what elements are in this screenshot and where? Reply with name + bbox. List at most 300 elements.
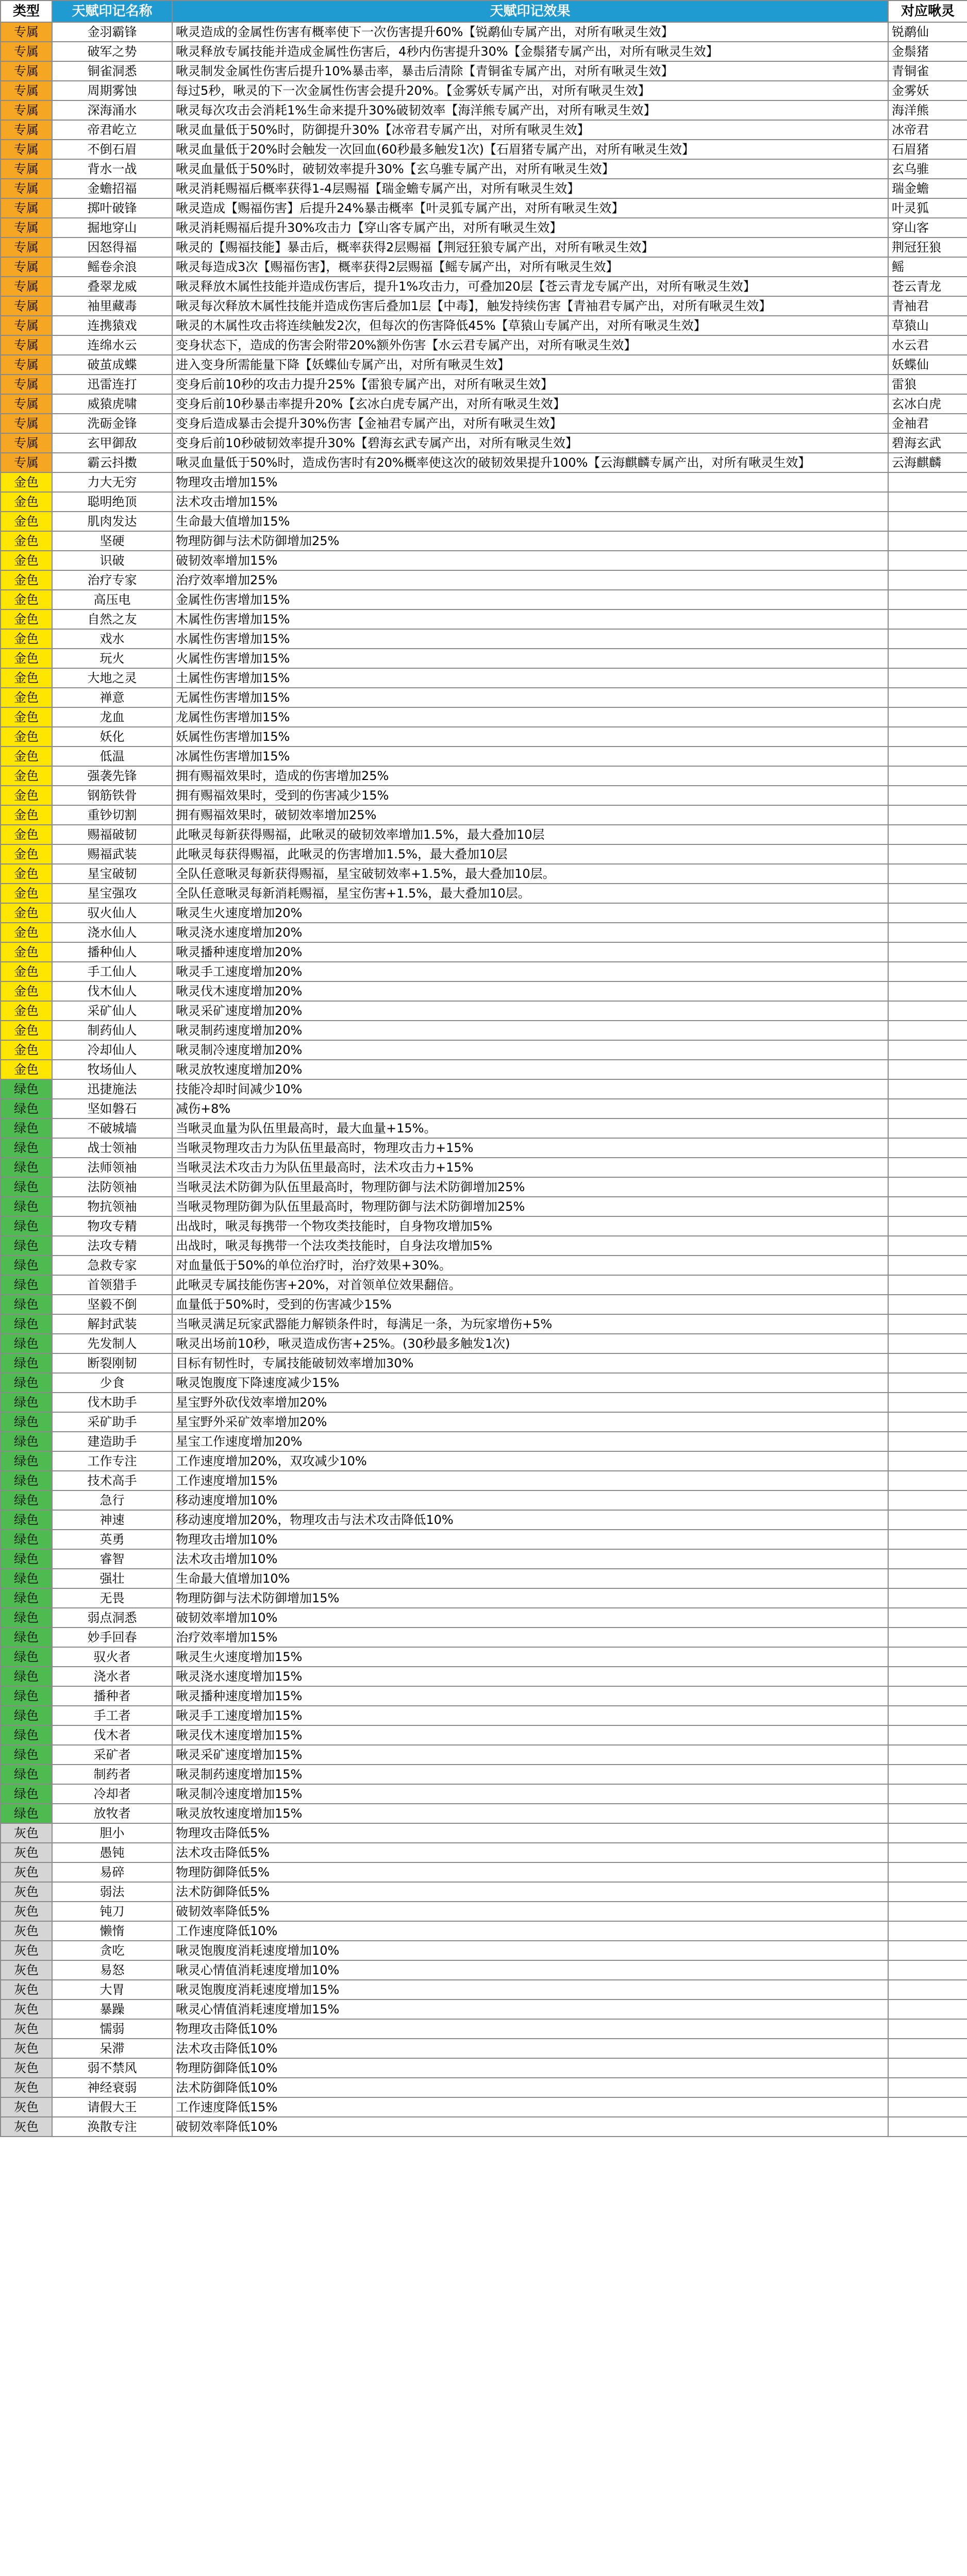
effect-cell[interactable]: 水属性伤害增加15% [172, 629, 888, 649]
type-cell[interactable]: 灰色 [1, 2097, 52, 2117]
table-row[interactable] [1, 1530, 967, 1549]
name-cell[interactable]: 手工仙人 [52, 962, 172, 981]
table-row[interactable] [1, 570, 967, 590]
table-row[interactable] [1, 120, 967, 140]
table-row[interactable] [1, 766, 967, 786]
name-cell[interactable]: 急救专家 [52, 1256, 172, 1275]
spirit-cell[interactable]: 荆冠狂狼 [888, 238, 967, 257]
spirit-cell[interactable]: 锐鹬仙 [888, 22, 967, 42]
effect-cell[interactable]: 物理防御与法术防御增加15% [172, 1588, 888, 1608]
name-cell[interactable]: 袖里藏毒 [52, 296, 172, 316]
type-cell[interactable]: 绿色 [1, 1236, 52, 1256]
spirit-cell[interactable] [888, 1588, 967, 1608]
type-cell[interactable]: 专属 [1, 22, 52, 42]
type-cell[interactable]: 绿色 [1, 1451, 52, 1471]
table-row[interactable] [1, 1745, 967, 1765]
spirit-cell[interactable] [888, 1745, 967, 1765]
effect-cell[interactable]: 每过5秒，啾灵的下一次金属性伤害会提升20%。【金雾妖专属产出，对所有啾灵生效】 [172, 81, 888, 100]
spirit-cell[interactable] [888, 2117, 967, 2137]
type-cell[interactable]: 专属 [1, 375, 52, 394]
type-cell[interactable]: 金色 [1, 707, 52, 727]
type-cell[interactable]: 绿色 [1, 1706, 52, 1725]
table-row[interactable] [1, 218, 967, 238]
type-cell[interactable]: 绿色 [1, 1138, 52, 1158]
name-cell[interactable]: 驭火者 [52, 1647, 172, 1667]
effect-cell[interactable]: 物理攻击增加10% [172, 1530, 888, 1549]
effect-cell[interactable]: 变身后造成暴击会提升30%伤害【金袖君专属产出，对所有啾灵生效】 [172, 414, 888, 433]
spirit-cell[interactable] [888, 570, 967, 590]
spirit-cell[interactable] [888, 923, 967, 942]
effect-cell[interactable]: 星宝野外采矿效率增加20% [172, 1412, 888, 1432]
spirit-cell[interactable] [888, 1921, 967, 1941]
table-row[interactable] [1, 551, 967, 570]
name-cell[interactable]: 建造助手 [52, 1432, 172, 1451]
effect-cell[interactable]: 变身状态下，造成的伤害会附带20%额外伤害【水云君专属产出，对所有啾灵生效】 [172, 335, 888, 355]
name-cell[interactable]: 伐木者 [52, 1725, 172, 1745]
name-cell[interactable]: 急行 [52, 1490, 172, 1510]
effect-cell[interactable]: 啾灵放牧速度增加20% [172, 1060, 888, 1079]
name-cell[interactable]: 赐福武装 [52, 844, 172, 864]
table-row[interactable] [1, 1647, 967, 1667]
name-cell[interactable]: 断裂刚韧 [52, 1353, 172, 1373]
spirit-cell[interactable] [888, 1236, 967, 1256]
type-cell[interactable]: 金色 [1, 688, 52, 707]
name-cell[interactable]: 弱法 [52, 1882, 172, 1902]
type-cell[interactable]: 绿色 [1, 1099, 52, 1118]
name-cell[interactable]: 播种仙人 [52, 942, 172, 962]
table-row[interactable] [1, 1432, 967, 1451]
table-row[interactable] [1, 1490, 967, 1510]
table-row[interactable] [1, 688, 967, 707]
effect-cell[interactable]: 啾灵伐木速度增加20% [172, 981, 888, 1001]
effect-cell[interactable]: 目标有韧性时，专属技能破韧效率增加30% [172, 1353, 888, 1373]
effect-cell[interactable]: 冰属性伤害增加15% [172, 747, 888, 766]
type-cell[interactable]: 灰色 [1, 1999, 52, 2019]
table-row[interactable] [1, 1980, 967, 1999]
type-cell[interactable]: 绿色 [1, 1804, 52, 1823]
spirit-cell[interactable] [888, 609, 967, 629]
name-cell[interactable]: 放牧者 [52, 1804, 172, 1823]
table-row[interactable] [1, 100, 967, 120]
type-cell[interactable]: 绿色 [1, 1608, 52, 1628]
spirit-cell[interactable] [888, 1432, 967, 1451]
type-cell[interactable]: 灰色 [1, 1843, 52, 1862]
effect-cell[interactable]: 啾灵释放专属技能并造成金属性伤害后，4秒内伤害提升30%【金鬃猪专属产出，对所有啾灵生效】 [172, 42, 888, 61]
type-cell[interactable]: 专属 [1, 433, 52, 453]
name-cell[interactable]: 不破城墙 [52, 1118, 172, 1138]
table-row[interactable] [1, 1823, 967, 1843]
effect-cell[interactable]: 法术攻击降低5% [172, 1843, 888, 1862]
type-cell[interactable]: 专属 [1, 355, 52, 375]
type-cell[interactable]: 金色 [1, 1001, 52, 1021]
type-cell[interactable]: 金色 [1, 1021, 52, 1040]
type-cell[interactable]: 专属 [1, 198, 52, 218]
type-cell[interactable]: 绿色 [1, 1256, 52, 1275]
effect-cell[interactable]: 法术攻击增加10% [172, 1549, 888, 1569]
name-cell[interactable]: 暴躁 [52, 1999, 172, 2019]
spirit-cell[interactable] [888, 668, 967, 688]
spirit-cell[interactable] [888, 1275, 967, 1295]
name-cell[interactable]: 神速 [52, 1510, 172, 1530]
type-cell[interactable]: 金色 [1, 981, 52, 1001]
name-cell[interactable]: 玄甲御敌 [52, 433, 172, 453]
spirit-cell[interactable] [888, 805, 967, 825]
name-cell[interactable]: 妖化 [52, 727, 172, 747]
type-cell[interactable]: 绿色 [1, 1197, 52, 1216]
name-cell[interactable]: 弱点洞悉 [52, 1608, 172, 1628]
type-cell[interactable]: 绿色 [1, 1530, 52, 1549]
table-row[interactable] [1, 414, 967, 433]
spirit-cell[interactable] [888, 844, 967, 864]
spirit-cell[interactable] [888, 1608, 967, 1628]
type-cell[interactable]: 绿色 [1, 1686, 52, 1706]
type-cell[interactable]: 专属 [1, 218, 52, 238]
spirit-cell[interactable] [888, 1040, 967, 1060]
type-cell[interactable]: 绿色 [1, 1275, 52, 1295]
name-cell[interactable]: 请假大王 [52, 2097, 172, 2117]
table-row[interactable] [1, 942, 967, 962]
table-row[interactable] [1, 1256, 967, 1275]
type-cell[interactable]: 金色 [1, 747, 52, 766]
effect-cell[interactable]: 啾灵心情值消耗速度增加15% [172, 1999, 888, 2019]
name-cell[interactable]: 治疗专家 [52, 570, 172, 590]
table-row[interactable] [1, 1588, 967, 1608]
name-cell[interactable]: 呆滞 [52, 2039, 172, 2058]
type-cell[interactable]: 灰色 [1, 2117, 52, 2137]
spirit-cell[interactable] [888, 1628, 967, 1647]
type-cell[interactable]: 金色 [1, 492, 52, 512]
table-row[interactable] [1, 1079, 967, 1099]
effect-cell[interactable]: 啾灵消耗赐福后概率获得1-4层赐福【瑞金蟾专属产出，对所有啾灵生效】 [172, 179, 888, 198]
type-cell[interactable]: 绿色 [1, 1784, 52, 1804]
spirit-cell[interactable] [888, 1177, 967, 1197]
spirit-cell[interactable] [888, 1314, 967, 1334]
name-cell[interactable]: 技术高手 [52, 1471, 172, 1490]
spirit-cell[interactable]: 妖蝶仙 [888, 355, 967, 375]
effect-cell[interactable]: 土属性伤害增加15% [172, 668, 888, 688]
table-row[interactable] [1, 1099, 967, 1118]
effect-cell[interactable]: 啾灵释放木属性技能并造成伤害后，提升1%攻击力，可叠加20层【苍云青龙专属产出，对所有啾灵生效】 [172, 277, 888, 296]
type-cell[interactable]: 绿色 [1, 1118, 52, 1138]
type-cell[interactable]: 灰色 [1, 2019, 52, 2039]
name-cell[interactable]: 金蟾招福 [52, 179, 172, 198]
name-cell[interactable]: 驭火仙人 [52, 903, 172, 923]
table-row[interactable] [1, 453, 967, 472]
effect-cell[interactable]: 啾灵采矿速度增加15% [172, 1745, 888, 1765]
spirit-cell[interactable] [888, 1667, 967, 1686]
effect-cell[interactable]: 物理防御降低5% [172, 1862, 888, 1882]
type-cell[interactable]: 灰色 [1, 1862, 52, 1882]
effect-cell[interactable]: 破韧效率增加10% [172, 1608, 888, 1628]
spirit-cell[interactable] [888, 747, 967, 766]
type-cell[interactable]: 金色 [1, 923, 52, 942]
effect-cell[interactable]: 啾灵出场前10秒，啾灵造成伤害+25%。(30秒最多触发1次) [172, 1334, 888, 1353]
spirit-cell[interactable] [888, 1706, 967, 1725]
table-row[interactable] [1, 1118, 967, 1138]
spirit-cell[interactable] [888, 590, 967, 609]
effect-cell[interactable]: 此啾灵每获得赐福，此啾灵的伤害增加1.5%，最大叠加10层 [172, 844, 888, 864]
name-cell[interactable]: 戏水 [52, 629, 172, 649]
table-row[interactable] [1, 472, 967, 492]
spirit-cell[interactable] [888, 1412, 967, 1432]
type-cell[interactable]: 专属 [1, 42, 52, 61]
effect-cell[interactable]: 工作速度增加20%，双攻减少10% [172, 1451, 888, 1471]
table-row[interactable] [1, 22, 967, 42]
name-cell[interactable]: 妙手回春 [52, 1628, 172, 1647]
effect-cell[interactable]: 技能冷却时间减少10% [172, 1079, 888, 1099]
table-row[interactable] [1, 786, 967, 805]
effect-cell[interactable]: 啾灵播种速度增加20% [172, 942, 888, 962]
spirit-cell[interactable] [888, 1118, 967, 1138]
type-cell[interactable]: 金色 [1, 864, 52, 884]
effect-cell[interactable]: 啾灵播种速度增加15% [172, 1686, 888, 1706]
table-row[interactable] [1, 1765, 967, 1784]
spirit-cell[interactable] [888, 1451, 967, 1471]
name-cell[interactable]: 大地之灵 [52, 668, 172, 688]
spirit-cell[interactable]: 雷狼 [888, 375, 967, 394]
spirit-cell[interactable] [888, 492, 967, 512]
type-cell[interactable]: 金色 [1, 609, 52, 629]
type-cell[interactable]: 灰色 [1, 2039, 52, 2058]
effect-cell[interactable]: 治疗效率增加15% [172, 1628, 888, 1647]
spirit-cell[interactable] [888, 1549, 967, 1569]
effect-cell[interactable]: 啾灵血量低于50%时，破韧效率提升30%【玄乌骓专属产出，对所有啾灵生效】 [172, 159, 888, 179]
name-cell[interactable]: 法师领袖 [52, 1158, 172, 1177]
name-cell[interactable]: 霸云抖擞 [52, 453, 172, 472]
spirit-cell[interactable] [888, 1530, 967, 1549]
name-cell[interactable]: 力大无穷 [52, 472, 172, 492]
type-cell[interactable]: 灰色 [1, 1921, 52, 1941]
name-cell[interactable]: 涣散专注 [52, 2117, 172, 2137]
effect-cell[interactable]: 破韧效率增加15% [172, 551, 888, 570]
spirit-cell[interactable] [888, 2097, 967, 2117]
table-row[interactable] [1, 257, 967, 277]
name-cell[interactable]: 坚硬 [52, 531, 172, 551]
type-cell[interactable]: 金色 [1, 649, 52, 668]
name-cell[interactable]: 掘地穿山 [52, 218, 172, 238]
spirit-cell[interactable] [888, 512, 967, 531]
name-cell[interactable]: 冷却者 [52, 1784, 172, 1804]
type-cell[interactable]: 金色 [1, 551, 52, 570]
spirit-cell[interactable] [888, 531, 967, 551]
type-cell[interactable]: 金色 [1, 629, 52, 649]
table-row[interactable] [1, 492, 967, 512]
name-cell[interactable]: 无畏 [52, 1588, 172, 1608]
type-cell[interactable]: 金色 [1, 805, 52, 825]
name-cell[interactable]: 自然之友 [52, 609, 172, 629]
type-cell[interactable]: 绿色 [1, 1432, 52, 1451]
spirit-cell[interactable]: 青铜雀 [888, 61, 967, 81]
spirit-cell[interactable] [888, 1647, 967, 1667]
effect-cell[interactable]: 工作速度增加15% [172, 1471, 888, 1490]
spirit-cell[interactable] [888, 2078, 967, 2097]
table-row[interactable] [1, 923, 967, 942]
name-cell[interactable]: 易碎 [52, 1862, 172, 1882]
name-cell[interactable]: 采矿助手 [52, 1412, 172, 1432]
type-cell[interactable]: 金色 [1, 570, 52, 590]
effect-cell[interactable]: 啾灵血量低于20%时会触发一次回血(60秒最多触发1次)【石眉猪专属产出，对所有啾灵生效】 [172, 140, 888, 159]
name-cell[interactable]: 龙血 [52, 707, 172, 727]
spirit-cell[interactable]: 水云君 [888, 335, 967, 355]
spirit-cell[interactable] [888, 766, 967, 786]
name-cell[interactable]: 钝刀 [52, 1902, 172, 1921]
table-row[interactable] [1, 1393, 967, 1412]
name-cell[interactable]: 解封武装 [52, 1314, 172, 1334]
table-row[interactable] [1, 1843, 967, 1862]
spirit-cell[interactable] [888, 942, 967, 962]
type-cell[interactable]: 专属 [1, 316, 52, 335]
effect-cell[interactable]: 啾灵饱腹度下降速度减少15% [172, 1373, 888, 1393]
table-row[interactable] [1, 2019, 967, 2039]
name-cell[interactable]: 伐木仙人 [52, 981, 172, 1001]
name-cell[interactable]: 愚钝 [52, 1843, 172, 1862]
effect-cell[interactable]: 血量低于50%时，受到的伤害减少15% [172, 1295, 888, 1314]
effect-cell[interactable]: 法术防御降低10% [172, 2078, 888, 2097]
header-effect[interactable]: 天赋印记效果 [172, 1, 888, 22]
effect-cell[interactable]: 物理防御与法术防御增加25% [172, 531, 888, 551]
name-cell[interactable]: 坚如磐石 [52, 1099, 172, 1118]
effect-cell[interactable]: 啾灵造成【赐福伤害】后提升24%暴击概率【叶灵狐专属产出，对所有啾灵生效】 [172, 198, 888, 218]
effect-cell[interactable]: 无属性伤害增加15% [172, 688, 888, 707]
table-row[interactable] [1, 1138, 967, 1158]
name-cell[interactable]: 连绵水云 [52, 335, 172, 355]
name-cell[interactable]: 懦弱 [52, 2019, 172, 2039]
name-cell[interactable]: 钢筋铁骨 [52, 786, 172, 805]
name-cell[interactable]: 迅捷施法 [52, 1079, 172, 1099]
effect-cell[interactable]: 星宝工作速度增加20% [172, 1432, 888, 1451]
name-cell[interactable]: 破军之势 [52, 42, 172, 61]
spirit-cell[interactable] [888, 1079, 967, 1099]
table-row[interactable] [1, 1608, 967, 1628]
spirit-cell[interactable] [888, 1999, 967, 2019]
effect-cell[interactable]: 啾灵制冷速度增加15% [172, 1784, 888, 1804]
spirit-cell[interactable] [888, 1158, 967, 1177]
effect-cell[interactable]: 减伤+8% [172, 1099, 888, 1118]
effect-cell[interactable]: 啾灵制发金属性伤害后提升10%暴击率，暴击后清除【青铜雀专属产出，对所有啾灵生效】 [172, 61, 888, 81]
type-cell[interactable]: 绿色 [1, 1216, 52, 1236]
table-row[interactable] [1, 335, 967, 355]
effect-cell[interactable]: 啾灵生火速度增加20% [172, 903, 888, 923]
effect-cell[interactable]: 变身后前10秒暴击率提升20%【玄冰白虎专属产出，对所有啾灵生效】 [172, 394, 888, 414]
spirit-cell[interactable] [888, 629, 967, 649]
effect-cell[interactable]: 妖属性伤害增加15% [172, 727, 888, 747]
table-row[interactable] [1, 1686, 967, 1706]
type-cell[interactable]: 灰色 [1, 1902, 52, 1921]
type-cell[interactable]: 灰色 [1, 1882, 52, 1902]
name-cell[interactable]: 英勇 [52, 1530, 172, 1549]
table-row[interactable] [1, 1667, 967, 1686]
table-row[interactable] [1, 1334, 967, 1353]
table-row[interactable] [1, 2117, 967, 2137]
name-cell[interactable]: 易怒 [52, 1960, 172, 1980]
table-row[interactable] [1, 433, 967, 453]
name-cell[interactable]: 高压电 [52, 590, 172, 609]
name-cell[interactable]: 伐木助手 [52, 1393, 172, 1412]
type-cell[interactable]: 金色 [1, 962, 52, 981]
table-row[interactable] [1, 1197, 967, 1216]
spirit-cell[interactable] [888, 1823, 967, 1843]
spirit-cell[interactable] [888, 1295, 967, 1314]
table-row[interactable] [1, 629, 967, 649]
name-cell[interactable]: 工作专注 [52, 1451, 172, 1471]
name-cell[interactable]: 少食 [52, 1373, 172, 1393]
name-cell[interactable]: 金羽霸锋 [52, 22, 172, 42]
table-row[interactable] [1, 864, 967, 884]
effect-cell[interactable]: 进入变身所需能量下降【妖蝶仙专属产出，对所有啾灵生效】 [172, 355, 888, 375]
effect-cell[interactable]: 啾灵手工速度增加15% [172, 1706, 888, 1725]
type-cell[interactable]: 绿色 [1, 1569, 52, 1588]
spirit-cell[interactable] [888, 727, 967, 747]
type-cell[interactable]: 绿色 [1, 1353, 52, 1373]
spirit-cell[interactable] [888, 688, 967, 707]
effect-cell[interactable]: 物理攻击降低10% [172, 2019, 888, 2039]
effect-cell[interactable]: 拥有赐福效果时，破韧效率增加25% [172, 805, 888, 825]
spirit-cell[interactable] [888, 1686, 967, 1706]
effect-cell[interactable]: 当啾灵物理防御为队伍里最高时，物理防御与法术防御增加25% [172, 1197, 888, 1216]
table-row[interactable] [1, 1158, 967, 1177]
effect-cell[interactable]: 变身后前10秒破韧效率提升30%【碧海玄武专属产出，对所有啾灵生效】 [172, 433, 888, 453]
type-cell[interactable]: 绿色 [1, 1765, 52, 1784]
effect-cell[interactable]: 对血量低于50%的单位治疗时，治疗效果+30%。 [172, 1256, 888, 1275]
spirit-cell[interactable] [888, 981, 967, 1001]
effect-cell[interactable]: 啾灵手工速度增加20% [172, 962, 888, 981]
type-cell[interactable]: 金色 [1, 531, 52, 551]
effect-cell[interactable]: 变身后前10秒的攻击力提升25%【雷狼专属产出，对所有啾灵生效】 [172, 375, 888, 394]
table-row[interactable] [1, 355, 967, 375]
name-cell[interactable]: 连携猿戏 [52, 316, 172, 335]
spirit-cell[interactable] [888, 1197, 967, 1216]
type-cell[interactable]: 绿色 [1, 1158, 52, 1177]
name-cell[interactable]: 浇水仙人 [52, 923, 172, 942]
spirit-cell[interactable] [888, 1001, 967, 1021]
effect-cell[interactable]: 啾灵每次攻击会消耗1%生命来提升30%破韧效率【海洋熊专属产出，对所有啾灵生效】 [172, 100, 888, 120]
effect-cell[interactable]: 此啾灵专属技能伤害+20%，对首领单位效果翻倍。 [172, 1275, 888, 1295]
name-cell[interactable]: 法防领袖 [52, 1177, 172, 1197]
spirit-cell[interactable]: 冰帝君 [888, 120, 967, 140]
name-cell[interactable]: 不倒石眉 [52, 140, 172, 159]
table-row[interactable] [1, 2058, 967, 2078]
effect-cell[interactable]: 星宝野外砍伐效率增加20% [172, 1393, 888, 1412]
effect-cell[interactable]: 当啾灵物理攻击力为队伍里最高时，物理攻击力+15% [172, 1138, 888, 1158]
name-cell[interactable]: 胆小 [52, 1823, 172, 1843]
effect-cell[interactable]: 火属性伤害增加15% [172, 649, 888, 668]
spirit-cell[interactable] [888, 1784, 967, 1804]
name-cell[interactable]: 禅意 [52, 688, 172, 707]
effect-cell[interactable]: 治疗效率增加25% [172, 570, 888, 590]
name-cell[interactable]: 叠翠龙威 [52, 277, 172, 296]
name-cell[interactable]: 星宝破韧 [52, 864, 172, 884]
effect-cell[interactable]: 啾灵的木属性攻击将连续触发2次，但每次的伤害降低45%【草猿山专属产出，对所有啾灵生效】 [172, 316, 888, 335]
effect-cell[interactable]: 啾灵每造成3次【赐福伤害】，概率获得2层赐福【鳐专属产出，对所有啾灵生效】 [172, 257, 888, 277]
name-cell[interactable]: 破茧成蝶 [52, 355, 172, 375]
table-row[interactable] [1, 394, 967, 414]
table-row[interactable] [1, 1862, 967, 1882]
table-row[interactable] [1, 1471, 967, 1490]
table-row[interactable] [1, 238, 967, 257]
effect-cell[interactable]: 当啾灵法术防御为队伍里最高时，物理防御与法术防御增加25% [172, 1177, 888, 1197]
name-cell[interactable]: 懒惰 [52, 1921, 172, 1941]
type-cell[interactable]: 金色 [1, 884, 52, 903]
table-row[interactable] [1, 649, 967, 668]
table-row[interactable] [1, 981, 967, 1001]
type-cell[interactable]: 专属 [1, 81, 52, 100]
table-row[interactable] [1, 1882, 967, 1902]
spirit-cell[interactable] [888, 1334, 967, 1353]
table-row[interactable] [1, 81, 967, 100]
spirit-cell[interactable] [888, 1060, 967, 1079]
header-name[interactable]: 天赋印记名称 [52, 1, 172, 22]
table-row[interactable] [1, 61, 967, 81]
